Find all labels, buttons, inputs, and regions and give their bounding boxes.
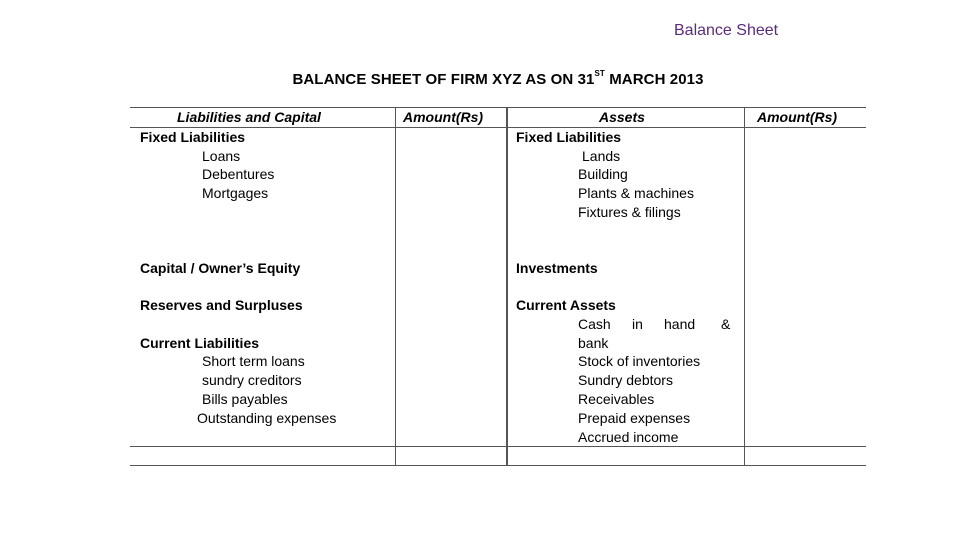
- assets-fixed-item: Lands: [582, 148, 621, 164]
- current-assets-item-word: Cash: [578, 316, 611, 332]
- current-assets-item: Accrued income: [578, 429, 679, 445]
- title-main: BALANCE SHEET OF FIRM XYZ AS ON 31: [292, 71, 595, 88]
- current-liabilities-item: Outstanding expenses: [197, 410, 337, 426]
- liabilities-fixed-item: Debentures: [202, 166, 275, 182]
- title-superscript: ST: [594, 69, 605, 78]
- header-liabilities: Liabilities and Capital: [177, 109, 321, 125]
- capital-heading: Capital / Owner’s Equity: [140, 260, 301, 276]
- current-assets-item-word: &: [721, 316, 731, 332]
- table-total-row-top-border: [130, 446, 866, 447]
- current-assets-item: Receivables: [578, 391, 655, 407]
- column-divider-1: [395, 107, 396, 466]
- liabilities-fixed-heading: Fixed Liabilities: [140, 129, 246, 145]
- header-assets: Assets: [599, 109, 645, 125]
- column-divider-2: [506, 107, 508, 466]
- balance-sheet-title: [0, 71, 960, 88]
- header-amount-left: Amount(Rs): [403, 109, 484, 125]
- current-assets-item-word: in: [632, 316, 643, 332]
- current-assets-item: Stock of inventories: [578, 353, 701, 369]
- current-liabilities-item: sundry creditors: [202, 372, 302, 388]
- current-assets-item: bank: [578, 335, 609, 351]
- liabilities-fixed-item: Mortgages: [202, 185, 269, 201]
- reserves-heading: Reserves and Surpluses: [140, 297, 303, 313]
- assets-fixed-item: Plants & machines: [578, 185, 694, 201]
- slide-title: Balance Sheet: [674, 22, 779, 39]
- liabilities-fixed-item: Loans: [202, 148, 241, 164]
- assets-fixed-heading: Fixed Liabilities: [516, 129, 622, 145]
- title-date: MARCH 2013: [604, 71, 704, 88]
- current-assets-heading: Current Assets: [516, 297, 616, 313]
- current-assets-item: Sundry debtors: [578, 372, 673, 388]
- current-assets-item: Prepaid expenses: [578, 410, 691, 426]
- assets-fixed-item: Fixtures & filings: [578, 204, 681, 220]
- table-bottom-border: [130, 465, 866, 466]
- header-amount-right: Amount(Rs): [757, 109, 838, 125]
- column-divider-3: [744, 107, 745, 466]
- current-assets-item-word: hand: [664, 316, 696, 332]
- current-liabilities-heading: Current Liabilities: [140, 335, 260, 351]
- assets-fixed-item: Building: [578, 166, 628, 182]
- table-top-border: [130, 107, 866, 108]
- current-liabilities-item: Short term loans: [202, 353, 305, 369]
- investments-heading: Investments: [516, 260, 598, 276]
- current-liabilities-item: Bills payables: [202, 391, 288, 407]
